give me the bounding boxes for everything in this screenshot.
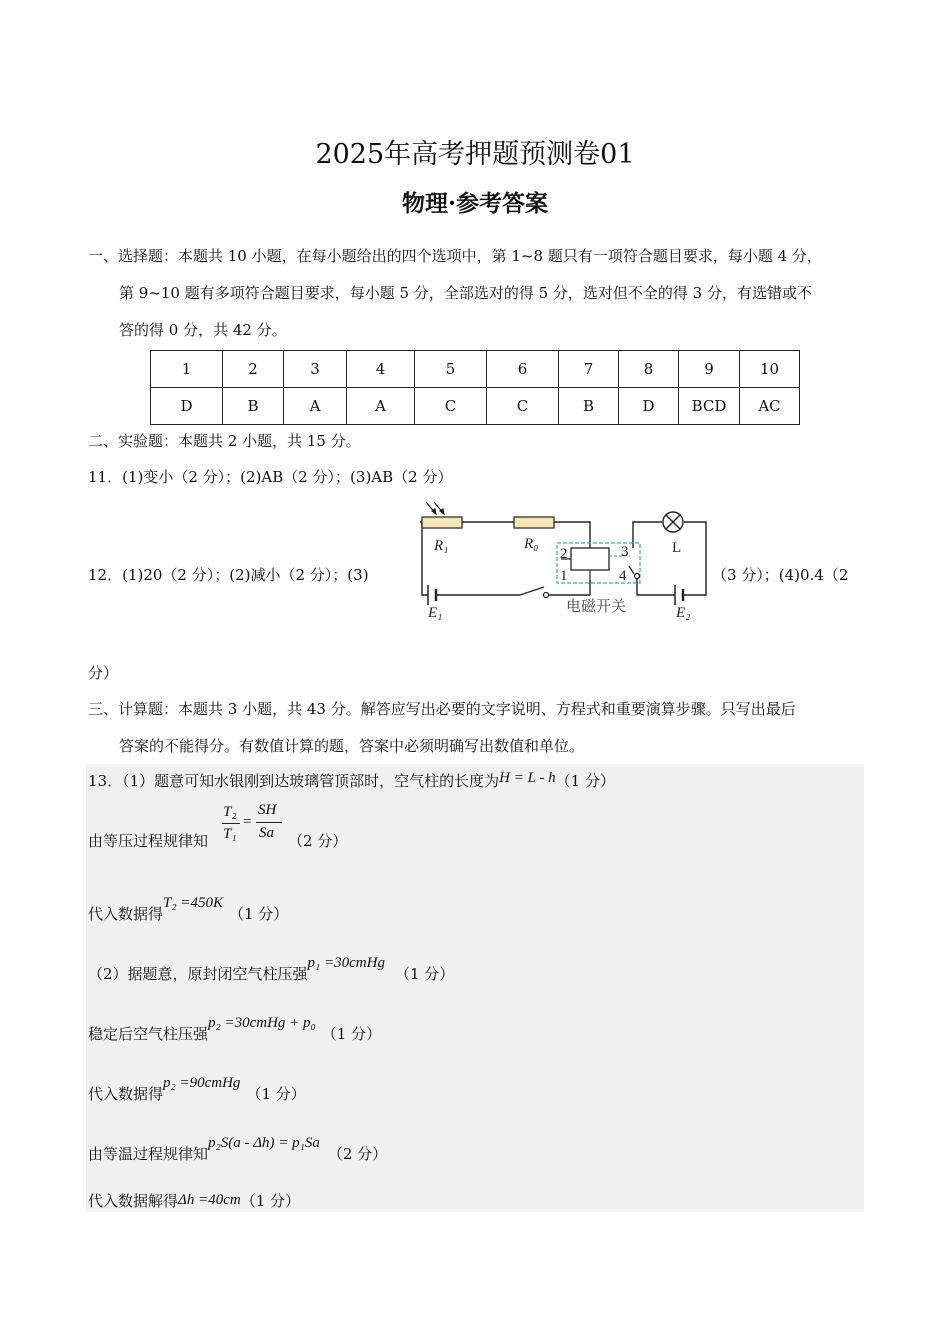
q13-line3-eq: T₂ =450K [163,895,223,911]
table-cell: 1 [151,351,223,388]
q13-line1-eq: H = L - h [499,770,556,786]
table-row-numbers [151,351,800,388]
q12-answer-tail: 分） [88,664,119,682]
section1-line2: 第 9~10 题有多项符合题目要求，每小题 5 分，全部选对的得 5 分，选对但不全的得 3 分，有选错或不 [119,284,812,302]
q13-line8-eq: Δh =40cm [178,1192,241,1208]
table-cell: B [559,388,619,425]
q13-frac-den-right: Sa [259,825,274,841]
table-cell: A [284,388,347,425]
q13-line4-eq: p₁ =30cmHg [307,955,385,971]
table-cell: 3 [284,351,347,388]
table-cell: C [415,388,487,425]
section1-line3: 答的得 0 分，共 42 分。 [119,321,287,339]
label-pin4: 4 [619,568,627,584]
q13-line7-text: 由等温过程规律知 [88,1145,209,1163]
q13-line4 [88,955,455,984]
q13-line5-text: 稳定后空气柱压强 [88,1025,209,1043]
q13-line7-score: （2 分） [327,1145,388,1163]
q13-line7 [88,1135,388,1164]
q13-line5-eq: p₂ =30cmHg + p₀ [208,1015,316,1031]
battery-e1-icon [428,585,436,605]
table-cell: B [223,388,284,425]
label-lamp: L [672,540,682,556]
table-row-answers [151,388,800,425]
q13-frac-bar-left [222,823,240,824]
q13-line1-text: 13．（1）题意可知水银刚到达玻璃管顶部时，空气柱的长度为 [88,772,500,790]
answer-table [150,350,800,425]
table-cell: 9 [679,351,740,388]
q13-line3 [88,895,289,924]
table-cell: 2 [223,351,284,388]
q13-line3-score: （1 分） [228,905,289,923]
q13-line2-score: （2 分） [288,832,348,850]
q13-frac-den-left: T₁ [223,826,237,842]
q13-frac-num-left: T₂ [223,804,237,820]
r0-resistor [514,517,554,528]
label-pin1: 1 [560,568,568,584]
light-arrows-icon [426,502,444,514]
table-cell: D [151,388,223,425]
table-cell: C [487,388,559,425]
q13-line6-eq: p₂ =90cmHg [163,1075,241,1091]
q13-line4-score: （1 分） [394,965,455,983]
label-e2: E₂ [676,605,691,621]
table-cell: A [347,388,415,425]
table-cell: 4 [347,351,415,388]
table-cell: 10 [740,351,800,388]
label-r1: R₁ [434,538,449,554]
table-cell: 5 [415,351,487,388]
q13-line8 [88,1190,300,1211]
section3-line1: 三、计算题：本题共 3 小题，共 43 分。解答应写出必要的文字说明、方程式和重要演算步骤。只写出最后 [88,700,796,718]
page-title: 2025年高考押题预测卷01 [315,139,635,170]
q13-line7-eq: p₂S(a - Δh) = p₁Sa [208,1135,320,1151]
relay-coil [571,548,609,570]
q11-answer: 11．(1)变小（2 分）；(2)AB（2 分）；(3)AB（2 分） [88,468,453,486]
q13-line5 [88,1015,382,1044]
q12-answer-left: 12．(1)20（2 分）；(2)减小（2 分）；(3) [88,566,369,584]
lamp-icon [663,512,683,532]
label-switch: 电磁开关 [566,597,627,615]
q12-answer-right: （3 分）；(4)0.4（2 [712,566,849,584]
q13-frac-eq: = [243,814,252,830]
q13-line5-score: （1 分） [321,1025,382,1043]
section2-heading: 二、实验题：本题共 2 小题，共 15 分。 [88,432,361,450]
table-cell: D [619,388,679,425]
q13-line8-text: 代入数据解得 [88,1192,179,1210]
q13-line3-text: 代入数据得 [88,905,164,923]
q13-line1-score: （1 分） [555,772,615,790]
table-cell: 6 [487,351,559,388]
q13-line6 [88,1075,306,1104]
q13-line4-text: （2）据题意，原封闭空气柱压强 [88,965,308,983]
table-cell: 8 [619,351,679,388]
q13-line1 [88,770,615,791]
q13-frac-bar-right [256,822,282,823]
label-pin2: 2 [560,546,568,562]
switch-icon [520,587,549,598]
table-cell: 7 [559,351,619,388]
section1-line1: 一、选择题：本题共 10 小题，在每小题给出的四个选项中，第 1~8 题只有一项符合题目要求，每小题 4 分， [88,247,822,265]
circuit-diagram [400,500,720,625]
section3-line2: 答案的不能得分。有数值计算的题，答案中必须明确写出数值和单位。 [119,737,585,755]
table-cell: AC [740,388,800,425]
q13-frac-num-right: SH [258,802,277,818]
table-cell: BCD [679,388,740,425]
relay-contact-icon [629,566,640,579]
q13-line6-score: （1 分） [246,1085,306,1103]
r1-resistor [422,517,462,528]
q13-line6-text: 代入数据得 [88,1085,164,1103]
label-e1: E₁ [428,605,443,621]
q13-line2-text: 由等压过程规律知 [88,832,209,850]
label-pin3: 3 [621,544,629,560]
q13-line8-score: （1 分） [240,1192,300,1210]
battery-e2-icon [675,585,683,605]
label-r0: R₀ [524,536,539,552]
page-subtitle: 物理·参考答案 [401,190,548,217]
